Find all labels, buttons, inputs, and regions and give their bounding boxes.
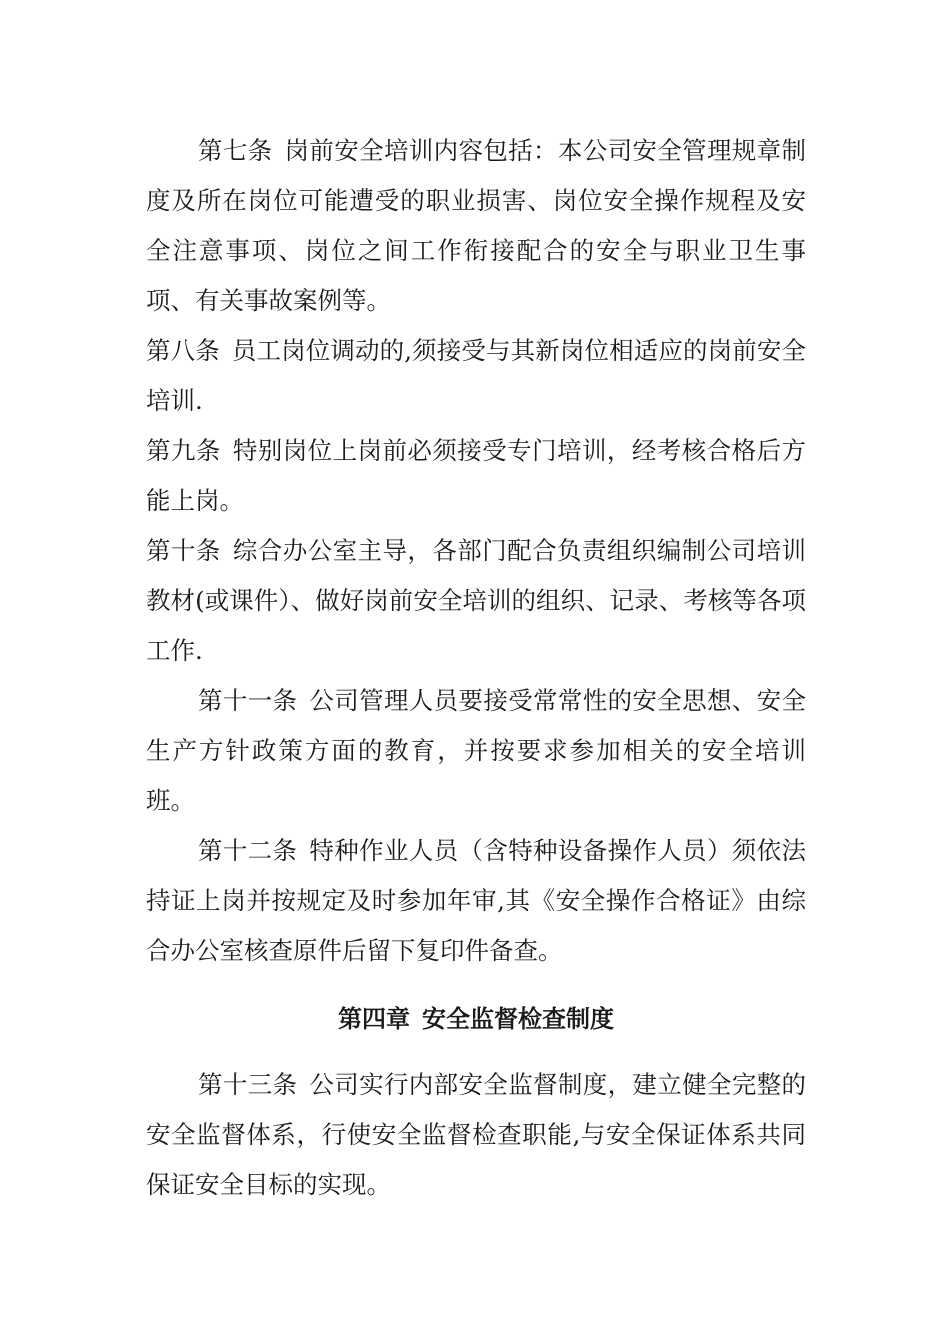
article-text: 岗前安全培训内容包括：本公司安全管理规章制度及所在岗位可能遭受的职业损害、岗位安全操作规程及安全注意事项、岗位之间工作衔接配合的安全与职业卫生事项、有关事故案例等。 (146, 136, 807, 315)
article-text: 特种作业人员（含特种设备操作人员）须依法持证上岗并按规定及时参加年审,其《安全操作合格证》由综合办公室核查原件后留下复印件备查。 (146, 836, 807, 965)
article-8 (146, 326, 806, 426)
article-text: 员工岗位调动的,须接受与其新岗位相适应的岗前安全培训. (146, 336, 806, 415)
article-number: 第十条 (146, 536, 221, 565)
article-text: 公司实行内部安全监督制度，建立健全完整的安全监督体系，行使安全监督检查职能,与安全保证体系共同保证安全目标的实现。 (146, 1070, 807, 1199)
document-page (146, 126, 806, 1210)
article-text: 特别岗位上岗前必须接受专门培训，经考核合格后方能上岗。 (146, 436, 807, 515)
article-9 (146, 426, 806, 526)
article-number: 第十三条 (198, 1070, 298, 1099)
article-number: 第十一条 (198, 686, 298, 715)
chapter-heading (146, 992, 806, 1046)
article-7 (146, 126, 806, 326)
article-13 (146, 1060, 806, 1210)
article-text: 公司管理人员要接受常常性的安全思想、安全生产方针政策方面的教育，并按要求参加相关的安全培训班。 (146, 686, 807, 815)
article-11 (146, 676, 806, 826)
article-number: 第七条 (198, 136, 273, 165)
article-number: 第八条 (146, 336, 220, 365)
chapter-title: 安全监督检查制度 (422, 1005, 614, 1033)
article-number: 第十二条 (198, 836, 298, 865)
article-number: 第九条 (146, 436, 221, 465)
chapter-number: 第四章 (338, 1005, 410, 1033)
article-12 (146, 826, 806, 976)
article-10 (146, 526, 806, 676)
article-text: 综合办公室主导，各部门配合负责组织编制公司培训教材(或课件）、做好岗前安全培训的组织、记录、考核等各项工作. (146, 536, 807, 665)
